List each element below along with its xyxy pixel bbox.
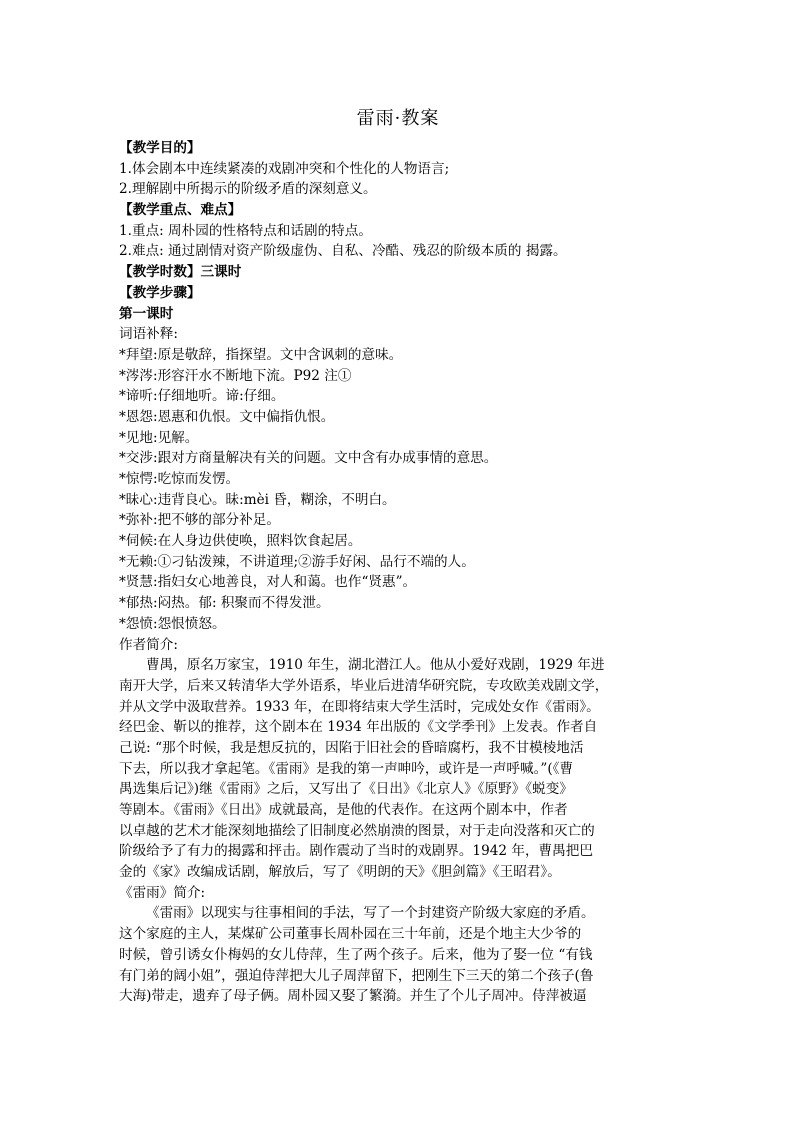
author-line: 己说: “那个时候，我是想反抗的，因陷于旧社会的昏暗腐朽，我不甘模棱地活 [119,739,584,756]
author-line: 禺选集后记》)继《雷雨》之后，又写出了《日出》《北京人》《原野》《蜕变》 [119,781,573,798]
vocab-item: *怨愤:怨恨愤怒。 [119,615,226,632]
vocab-item: *无赖:①刁钻泼辣，不讲道理;②游手好闲、品行不端的人。 [119,553,475,570]
author-line: 金的《家》改编成话剧，解放后，写了《明朗的天》《胆剑篇》《王昭君》。 [119,864,561,881]
vocab-item: *贤慧:指妇女心地善良，对人和蔼。也作“贤惠”。 [119,574,417,591]
vocab-item: *郁热:闷热。郁: 积聚而不得发泄。 [119,595,330,612]
vocab-item: *惊愕:吃惊而发愣。 [119,471,240,487]
intro-line: 大海)带走，遗弃了母子俩。周朴园又娶了繁漪。并生了个儿子周冲。侍萍被逼 [119,988,587,1005]
vocab-item: *恩怨:恩惠和仇恨。文中偏指仇恨。 [119,408,335,425]
author-line: 并从文学中汲取营养。1933 年，在即将结束大学生活时，完成处女作《雷雨》。 [119,698,600,715]
author-heading: 作者简介: [119,636,178,653]
author-line: 经巴金、靳以的推荐，这个剧本在 1934 年出版的《文学季刊》上发表。作者自 [119,719,598,736]
hours-heading: 【教学时数】三课时 [119,264,242,281]
author-line: 阶级给予了有力的揭露和抨击。剧作震动了当时的戏剧界。1942 年，曹禺把巴 [119,843,593,860]
intro-line: 《雷雨》以现实与往事相间的手法，写了一个封建资产阶级大家庭的矛盾。 [146,905,595,922]
author-line: 南开大学，后来又转清华大学外语系，毕业后进清华研究院，专攻欧美戏剧文学， [119,677,609,694]
author-line: 下去，所以我才拿起笔。《雷雨》是我的第一声呻吟，或许是一声呼喊。”(《曹 [119,760,574,777]
intro-line: 有门弟的阔小姐”，强迫侍萍把大儿子周萍留下，把刚生下三天的第二个孩子(鲁 [119,967,594,984]
author-line: 曹禺，原名万家宝，1910 年生，湖北潜江人。他从小爱好戏剧，1929 年进 [146,657,605,674]
author-line: 以卓越的艺术才能深刻地描绘了旧制度必然崩溃的图景，对于走向没落和灭亡的 [119,822,595,839]
key-line: 2.难点: 通过剧情对资产阶级虚伪、自私、冷酷、残忍的阶级本质的 揭露。 [119,243,567,260]
vocab-item: *昧心:违背良心。昧:mèi 昏，糊涂，不明白。 [119,491,396,508]
vocab-item: *谛听:仔细地听。谛:仔细。 [119,388,285,405]
author-line: 等剧本。《雷雨》《日出》成就最高，是他的代表作。在这两个剧本中，作者 [119,802,568,818]
goal-line: 1.体会剧本中连续紧凑的戏剧冲突和个性化的人物语言; [119,160,450,177]
intro-heading: 《雷雨》简介: [119,884,206,901]
intro-line: 时候，曾引诱女仆梅妈的女儿侍萍，生了两个孩子。后来，他为了娶一位 “有钱 [119,946,593,963]
page-title: 雷雨·教案 [356,108,440,129]
vocab-item: *拜望:原是敬辞，指探望。文中含讽刺的意味。 [119,346,403,363]
vocab-item: *涔涔:形容汗水不断地下流。P92 注① [119,367,352,384]
document-page [119,104,677,1007]
goal-line: 2.理解剧中所揭示的阶级矛盾的深刻意义。 [119,181,377,198]
vocab-item: *交涉:跟对方商量解决有关的问题。文中含有办成事情的意思。 [119,450,498,467]
goals-heading: 【教学目的】 [119,140,201,156]
vocab-item: *伺候:在人身边供使唤，照料饮食起居。 [119,533,362,550]
key-heading: 【教学重点、难点】 [119,202,242,219]
intro-line: 这个家庭的主人，某煤矿公司董事长周朴园在三十年前，还是个地主大少爷的 [119,926,582,943]
vocab-item: *见地:见解。 [119,429,199,446]
vocab-item: *弥补:把不够的部分补足。 [119,512,280,529]
steps-heading: 【教学步骤】 [119,284,201,301]
lesson1-heading: 第一课时 [119,305,174,322]
vocab-heading: 词语补释: [119,326,178,343]
key-line: 1.重点: 周朴园的性格特点和话剧的特点。 [119,222,372,239]
